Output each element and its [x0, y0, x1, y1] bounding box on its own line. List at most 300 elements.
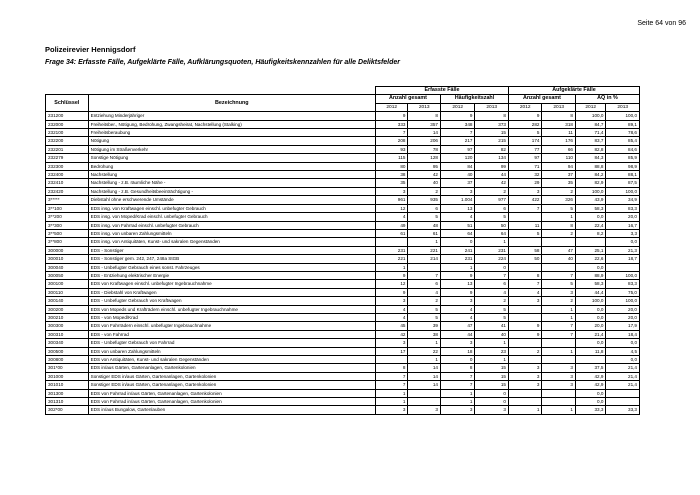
cell-value: 58,3	[575, 280, 605, 288]
cell-bezeichnung: EDS - Sonstiger	[88, 246, 375, 254]
cell-value: 88,1	[606, 171, 640, 179]
cell-value: 961	[375, 196, 407, 204]
cell-value: 4	[440, 213, 475, 221]
cell-schluessel: 302*00	[46, 406, 89, 414]
cell-value: 7	[440, 129, 475, 137]
cell-value: 80	[375, 162, 407, 170]
cell-value: 100,0	[575, 297, 605, 305]
cell-value: 64	[440, 229, 475, 237]
cell-bezeichnung: Sonstiger EDS in/aus Gärten, Gartenanlagen, Gartenkolonien	[88, 381, 375, 389]
cell-value: 4	[440, 313, 475, 321]
cell-value: 3	[440, 187, 475, 195]
cell-value: 37,5	[575, 364, 605, 372]
cell-schluessel: 300110	[46, 288, 89, 296]
cell-value: 977	[475, 196, 509, 204]
cell-value: 42,9	[575, 381, 605, 389]
cell-bezeichnung: EDS von Antiquitäten, Kunst- und sakralen Gegenständen	[88, 356, 375, 364]
cell-value: 15	[475, 381, 509, 389]
cell-value: 0	[475, 263, 509, 271]
cell-value: 6	[475, 280, 509, 288]
table-row	[46, 364, 640, 372]
cell-value	[542, 339, 576, 347]
cell-value	[542, 238, 576, 246]
question-title: Frage 34: Erfasste Fälle, Aufgeklärte Fälle, Aufklärungsquoten, Häufigkeitskennzahlen für alle Deliktsfelder	[45, 59, 401, 66]
cell-value: 1	[542, 213, 576, 221]
cell-value: 35	[542, 179, 576, 187]
cell-value: 9	[375, 271, 407, 279]
cell-value	[408, 389, 440, 397]
cell-bezeichnung: EDS insg. von Moped/Krad einschl. unbefugter Gebrauch	[88, 213, 375, 221]
cell-schluessel: 300300	[46, 322, 89, 330]
cell-value: 42,9	[575, 372, 605, 380]
cell-value: 4	[375, 305, 407, 313]
cell-value: 3	[542, 381, 576, 389]
cell-schluessel: 300040	[46, 263, 89, 271]
cell-value: 1	[408, 356, 440, 364]
cell-value: 71,4	[575, 129, 605, 137]
cell-value: 1	[408, 339, 440, 347]
cell-bezeichnung: EDS - Diebstahl von Kraftwagen	[88, 288, 375, 296]
cell-value	[508, 398, 542, 406]
cell-value: 83,3	[606, 280, 640, 288]
cell-bezeichnung: EDS in/aus Bungalow, Gartenlauben	[88, 406, 375, 414]
cell-value: 43,9	[575, 196, 605, 204]
cell-value: 100,0	[575, 112, 605, 120]
cell-value: 318	[542, 120, 576, 128]
cell-value: 224	[475, 255, 509, 263]
col-schluessel: Schlüssel	[46, 95, 89, 112]
cell-bezeichnung: EDS in/aus Gärten, Gartenanlagen, Gartenkolonien	[88, 364, 375, 372]
cell-bezeichnung: EDS insg. von Antiquitäten, Kunst- und sakralen Gegenständen	[88, 238, 375, 246]
cell-value: 0,0	[575, 313, 605, 321]
cell-value: 4	[375, 313, 407, 321]
cell-schluessel: 301310	[46, 398, 89, 406]
cell-bezeichnung: EDS von Fahrrad in/aus Gärten, Gartenanlagen, Gartenkolonien	[88, 389, 375, 397]
cell-value: 48	[408, 221, 440, 229]
col-bezeichnung: Bezeichnung	[88, 95, 375, 112]
cell-value: 2	[542, 229, 576, 237]
table-row	[46, 263, 640, 271]
sub-anzahl-gesamt-aufgeklaert: Anzahl gesamt	[508, 95, 575, 103]
cell-value: 21,4	[606, 381, 640, 389]
cell-value: 22	[408, 347, 440, 355]
cell-value: 51	[440, 221, 475, 229]
cell-bezeichnung: Sonstige Nötigung	[88, 154, 375, 162]
table-row	[46, 347, 640, 355]
table-row	[46, 313, 640, 321]
table-row	[46, 187, 640, 195]
cell-value	[508, 389, 542, 397]
cell-value: 3	[508, 381, 542, 389]
cell-value	[508, 263, 542, 271]
cell-value: 7	[440, 372, 475, 380]
cell-value: 1	[375, 389, 407, 397]
cell-value: 2	[542, 187, 576, 195]
cell-value	[408, 398, 440, 406]
cell-value: 97	[508, 154, 542, 162]
cell-value: 93	[375, 145, 407, 153]
cell-value: 37	[440, 179, 475, 187]
cell-value: 15	[475, 372, 509, 380]
cell-schluessel: 232200	[46, 137, 89, 145]
cell-value	[508, 313, 542, 321]
cell-value: 3	[375, 187, 407, 195]
cell-value: 357	[408, 120, 440, 128]
table-row	[46, 204, 640, 212]
cell-value: 87,5	[606, 179, 640, 187]
cell-value: 11	[508, 221, 542, 229]
cell-value: 33,3	[575, 406, 605, 414]
cell-bezeichnung: EDS - Unbefugter Gebrauch eines sonst. Fahrzeuges	[88, 263, 375, 271]
table-row	[46, 213, 640, 221]
cell-value	[375, 238, 407, 246]
cell-value	[508, 305, 542, 313]
cell-value: 84,3	[575, 154, 605, 162]
table-row	[46, 280, 640, 288]
cell-value: 82	[475, 145, 509, 153]
cell-value: 0,0	[606, 339, 640, 347]
cell-value: 208	[375, 137, 407, 145]
cell-bezeichnung: Diebstahl ohne erschwerende Umstände	[88, 196, 375, 204]
cell-bezeichnung: EDS insg. von unbaren Zahlungsmitteln	[88, 229, 375, 237]
cell-bezeichnung: Nötigung	[88, 137, 375, 145]
cell-value: 84	[440, 162, 475, 170]
cell-bezeichnung: EDS - von Moped/Krad	[88, 313, 375, 321]
table-row	[46, 389, 640, 397]
cell-value: 3	[542, 364, 576, 372]
cell-value: 49	[375, 221, 407, 229]
table-row	[46, 406, 640, 414]
year-header: 2013	[542, 103, 576, 111]
table-row	[46, 246, 640, 254]
cell-value: 0,0	[575, 213, 605, 221]
cell-schluessel: 301010	[46, 381, 89, 389]
cell-value: 1	[542, 406, 576, 414]
cell-schluessel: 232201	[46, 145, 89, 153]
cell-value	[542, 263, 576, 271]
cell-value	[508, 238, 542, 246]
cell-value: 13	[440, 280, 475, 288]
cell-value: 84,7	[575, 120, 605, 128]
cell-schluessel: 232100	[46, 129, 89, 137]
cell-bezeichnung: EDS von Fahrrädern einschl. unbefugter Ingebrauchnahme	[88, 322, 375, 330]
cell-value: 206	[408, 137, 440, 145]
cell-value: 2	[408, 297, 440, 305]
cell-value: 100,0	[606, 187, 640, 195]
cell-value: 4	[508, 288, 542, 296]
cell-value: 4	[375, 213, 407, 221]
cell-value: 0,0	[575, 398, 605, 406]
cell-value: 83,3	[606, 204, 640, 212]
cell-value: 134	[475, 154, 509, 162]
table-row	[46, 129, 640, 137]
cell-value: 7	[408, 271, 440, 279]
cell-value: 3	[440, 339, 475, 347]
year-header: 2012	[375, 103, 407, 111]
cell-value: 47	[440, 322, 475, 330]
cell-value: 176	[542, 137, 576, 145]
cell-value: 3,3	[606, 229, 640, 237]
cell-value: 7	[475, 271, 509, 279]
cell-schluessel: 232400	[46, 171, 89, 179]
table-row	[46, 196, 640, 204]
cell-value: 33,3	[606, 406, 640, 414]
cell-value: 0,0	[575, 339, 605, 347]
cell-schluessel: 231200	[46, 112, 89, 120]
cell-value	[575, 238, 605, 246]
table-row	[46, 372, 640, 380]
cell-value: 3	[542, 372, 576, 380]
cell-value: 9	[375, 288, 407, 296]
cell-value: 0,0	[575, 263, 605, 271]
cell-schluessel: 301300	[46, 389, 89, 397]
cell-value: 5	[542, 280, 576, 288]
cell-value: 1	[542, 347, 576, 355]
cell-bezeichnung: EDS von Fahrrad in/aus Gärten, Gartenanlagen, Gartenkolonien	[88, 398, 375, 406]
cell-value: 5	[542, 204, 576, 212]
cell-value: 5	[508, 129, 542, 137]
cell-value	[542, 389, 576, 397]
cell-value: 21,4	[606, 364, 640, 372]
cell-value: 7	[375, 381, 407, 389]
cell-value	[542, 398, 576, 406]
cell-schluessel: 3**200	[46, 213, 89, 221]
cell-value: 2	[475, 187, 509, 195]
table-row	[46, 398, 640, 406]
cell-value	[508, 339, 542, 347]
year-header: 2013	[606, 103, 640, 111]
cell-value: 0,0	[575, 305, 605, 313]
cell-value: 42	[408, 171, 440, 179]
table-row	[46, 179, 640, 187]
cell-value: 1	[408, 238, 440, 246]
cell-value: 2	[542, 297, 576, 305]
table-row	[46, 330, 640, 338]
table-row	[46, 162, 640, 170]
cell-bezeichnung: EDS - Entziehung elektrischer Energie	[88, 271, 375, 279]
header-row-subgroups	[46, 95, 640, 103]
cell-bezeichnung: Sonstiger EDS in/aus Gärten, Gartenanlagen, Gartenkolonien	[88, 372, 375, 380]
cell-value: 3	[508, 187, 542, 195]
cell-value: 7	[440, 381, 475, 389]
cell-value: 5	[508, 229, 542, 237]
cell-value: 11	[542, 129, 576, 137]
cell-value: 20,0	[606, 305, 640, 313]
cell-value: 3	[508, 297, 542, 305]
cell-value: 6	[475, 204, 509, 212]
cell-value: 9	[508, 322, 542, 330]
cell-value: 1	[542, 313, 576, 321]
cell-value: 20,0	[575, 322, 605, 330]
cell-schluessel: 232420	[46, 187, 89, 195]
cell-schluessel: 300340	[46, 339, 89, 347]
cell-value: 21,4	[606, 372, 640, 380]
table-row	[46, 381, 640, 389]
cell-value: 8	[508, 271, 542, 279]
cell-value: 2	[508, 347, 542, 355]
cell-value: 0	[475, 398, 509, 406]
cell-value: 7	[542, 330, 576, 338]
cell-value: 1	[440, 398, 475, 406]
cell-schluessel: 301000	[46, 372, 89, 380]
cell-schluessel: 300800	[46, 356, 89, 364]
cell-schluessel: 300140	[46, 297, 89, 305]
cell-schluessel: 300200	[46, 305, 89, 313]
cell-value: 8	[375, 364, 407, 372]
cell-value: 40	[440, 171, 475, 179]
cell-value: 3	[375, 297, 407, 305]
cell-value: 61	[408, 229, 440, 237]
cell-value: 98,9	[606, 162, 640, 170]
year-header: 2012	[508, 103, 542, 111]
cell-bezeichnung: Bedrohung	[88, 162, 375, 170]
cell-value: 3	[408, 406, 440, 414]
cell-value: 231	[440, 255, 475, 263]
table-row	[46, 356, 640, 364]
cell-bezeichnung: EDS - Sonstiger gem. 242, 247, 248a StGB	[88, 255, 375, 263]
cell-bezeichnung: Entziehung Minderjähriger	[88, 112, 375, 120]
cell-value: 58	[508, 246, 542, 254]
cell-value: 221	[375, 255, 407, 263]
cell-value: 21,3	[606, 246, 640, 254]
cell-value: 1	[375, 263, 407, 271]
table-row	[46, 112, 640, 120]
cell-value: 7	[375, 129, 407, 137]
year-header: 2012	[440, 103, 475, 111]
cell-value: 422	[508, 196, 542, 204]
cell-value: 3	[440, 406, 475, 414]
cell-value	[606, 398, 640, 406]
cell-value: 66	[542, 145, 576, 153]
cell-schluessel: 300310	[46, 330, 89, 338]
cell-value: 0,0	[606, 356, 640, 364]
cell-value: 1	[542, 305, 576, 313]
table-row	[46, 154, 640, 162]
cell-value: 18,4	[606, 330, 640, 338]
cell-value: 4	[475, 288, 509, 296]
cell-schluessel: 300210	[46, 313, 89, 321]
cell-value	[606, 263, 640, 271]
cell-value: 23	[475, 347, 509, 355]
cell-value: 214	[408, 255, 440, 263]
cell-schluessel: 300010	[46, 255, 89, 263]
year-header: 2013	[408, 103, 440, 111]
cell-value: 2	[475, 297, 509, 305]
cell-value: 17,9	[606, 322, 640, 330]
cell-value: 115	[375, 154, 407, 162]
cell-value: 6	[408, 280, 440, 288]
cell-value: 1	[440, 263, 475, 271]
cell-value: 7	[542, 271, 576, 279]
cell-value: 100,0	[575, 187, 605, 195]
cell-value: 40	[475, 330, 509, 338]
cell-value: 20,0	[606, 313, 640, 321]
cell-bezeichnung: EDS von Mopeds und Krafträdern einschl. unbefugter Ingebrauchnahme	[88, 305, 375, 313]
cell-schluessel: 300100	[46, 280, 89, 288]
cell-value: 78	[408, 145, 440, 153]
cell-value: 45	[375, 322, 407, 330]
table-row	[46, 171, 640, 179]
cell-value: 35	[375, 179, 407, 187]
cell-value: 82,8	[575, 145, 605, 153]
cell-value: 3	[440, 297, 475, 305]
table-body	[46, 112, 640, 415]
cell-value: 333	[375, 120, 407, 128]
cell-schluessel: 232300	[46, 162, 89, 170]
cell-value: 5	[475, 313, 509, 321]
sub-anzahl-gesamt: Anzahl gesamt	[375, 95, 440, 103]
cell-value: 100,0	[606, 297, 640, 305]
cell-value: 221	[408, 246, 440, 254]
cell-value: 174	[508, 137, 542, 145]
cell-bezeichnung: EDS - Unbefugter Gebrauch von Kraftwagen	[88, 297, 375, 305]
cell-value: 3	[475, 406, 509, 414]
crime-statistics-table	[45, 86, 640, 415]
header-row-groups	[46, 87, 640, 95]
cell-schluessel: 232279	[46, 154, 89, 162]
cell-value: 84,6	[606, 145, 640, 153]
cell-value: 9	[508, 112, 542, 120]
group-aufgeklaerte-faelle: Aufgeklärte Fälle	[508, 87, 639, 95]
cell-value: 0	[440, 356, 475, 364]
cell-value	[375, 356, 407, 364]
cell-value: 8	[475, 112, 509, 120]
cell-value: 3	[508, 372, 542, 380]
organization-title: Polizeirevier Hennigsdorf	[45, 45, 136, 54]
cell-value: 5	[408, 305, 440, 313]
cell-schluessel: 300000	[46, 246, 89, 254]
cell-value: 38	[375, 171, 407, 179]
cell-value: 5	[475, 305, 509, 313]
table-row	[46, 221, 640, 229]
cell-value: 3	[375, 406, 407, 414]
cell-value: 75,0	[606, 288, 640, 296]
cell-value: 0,0	[606, 238, 640, 246]
cell-schluessel: 301*00	[46, 364, 89, 372]
cell-schluessel: 232000	[46, 120, 89, 128]
cell-schluessel: 3**300	[46, 221, 89, 229]
cell-value	[542, 356, 576, 364]
cell-value	[606, 389, 640, 397]
cell-value: 231	[375, 246, 407, 254]
cell-value: 88,9	[575, 271, 605, 279]
cell-bezeichnung: Freiheitsber., Nötigung, Bedrohung, Zwangsheirat, Nachstellung (Stalking)	[88, 120, 375, 128]
cell-value: 1	[375, 398, 407, 406]
year-header: 2012	[575, 103, 605, 111]
cell-value: 71	[508, 162, 542, 170]
cell-value: 38	[408, 330, 440, 338]
cell-value	[508, 356, 542, 364]
cell-value: 50	[475, 221, 509, 229]
cell-schluessel: 300500	[46, 347, 89, 355]
table-row	[46, 288, 640, 296]
sub-haeufigkeitszahl: Häufigkeitszahl	[440, 95, 508, 103]
cell-value	[408, 263, 440, 271]
cell-bezeichnung: EDS - Unbefugter Gebrauch von Fahrrad	[88, 339, 375, 347]
cell-value: 231	[475, 246, 509, 254]
cell-value: 5	[475, 213, 509, 221]
cell-value: 935	[408, 196, 440, 204]
cell-value: 8,2	[575, 229, 605, 237]
cell-value: 3	[508, 364, 542, 372]
cell-value: 44	[440, 330, 475, 338]
cell-bezeichnung: Nachstellung - z.B. Gesundheitsbeeinträchtigung -	[88, 187, 375, 195]
table-row	[46, 255, 640, 263]
cell-value: 1	[440, 389, 475, 397]
cell-value: 1.004	[440, 196, 475, 204]
cell-value: 12	[375, 204, 407, 212]
table-row	[46, 297, 640, 305]
